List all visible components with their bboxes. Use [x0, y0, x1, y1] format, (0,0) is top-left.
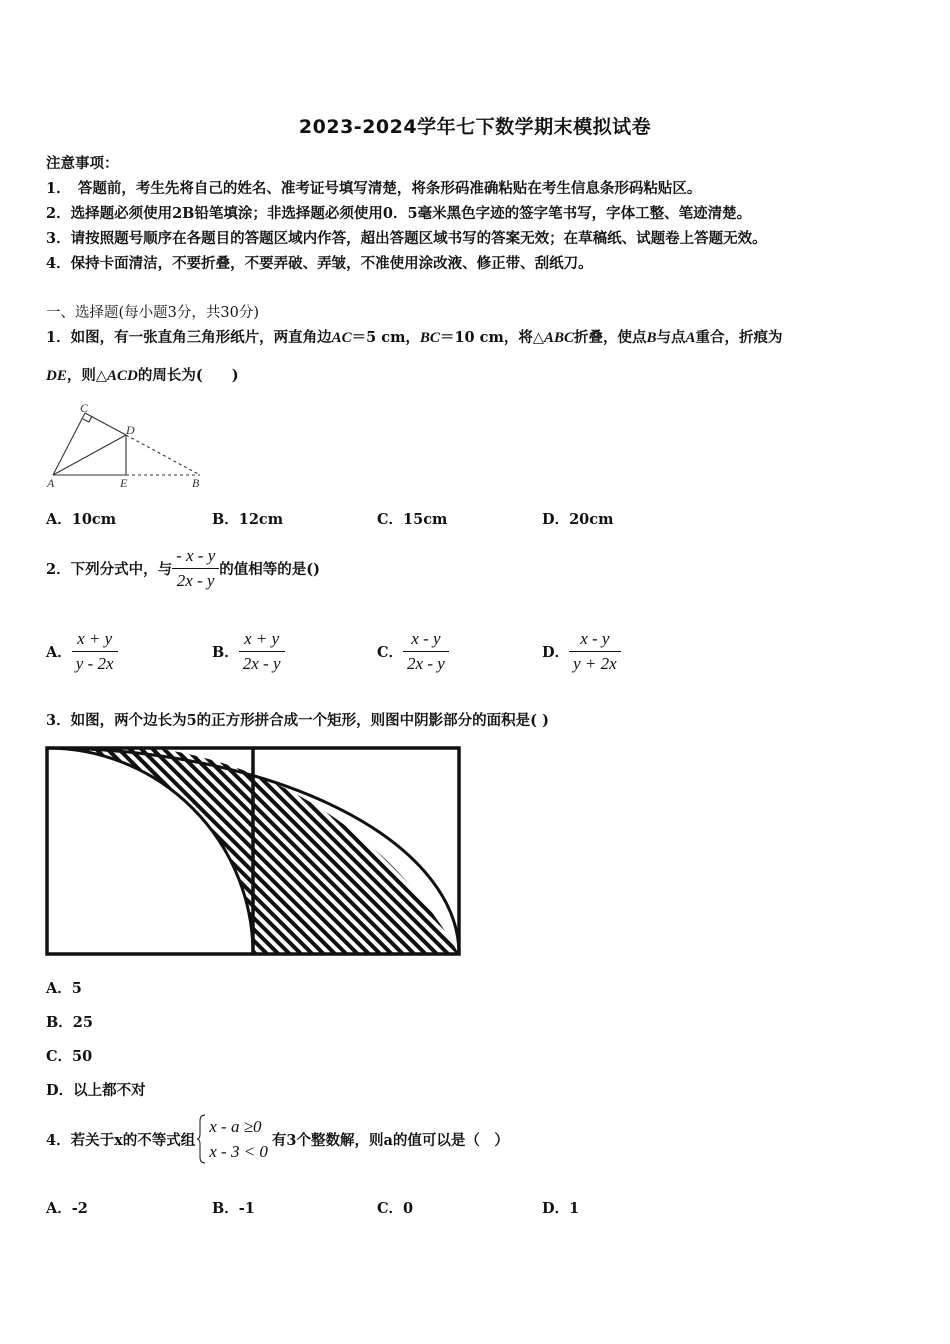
note-item: 4．保持卡面清洁，不要折叠，不要弄破、弄皱，不准使用涂改液、修正带、刮纸刀。 — [46, 255, 593, 272]
note-item: 3．请按照题号顺序在各题目的答题区域内作答，超出答题区域书写的答案无效；在草稿纸、试题卷上答题无效。 — [46, 230, 767, 247]
question-2-text: 2．下列分式中，与 $\frac{- x - y}{2x - y}$ 的值相等的是() — [46, 545, 320, 590]
q2-option-b[interactable]: B． $\frac{x + y}{2x - y}$ — [212, 626, 285, 676]
q2-option-d[interactable]: D． $\frac{x - y}{y + 2x}$ — [542, 626, 621, 676]
question-3-text: 3．如图，两个边长为5的正方形拼合成一个矩形，则图中阴影部分的面积是( ) — [46, 712, 549, 729]
notes-heading: 注意事项： — [46, 155, 119, 172]
q4-option-a[interactable]: A．-2 — [46, 1200, 88, 1217]
label-b: B — [192, 476, 200, 490]
q1-option-a[interactable]: A．10cm — [46, 511, 117, 528]
squares-figure — [44, 745, 464, 959]
q4-option-d[interactable]: D．1 — [542, 1200, 580, 1217]
label-c: C — [80, 401, 89, 415]
q3-option-a[interactable]: A．5 — [46, 980, 82, 997]
q2-fraction: $\frac{- x - y}{2x - y}$ — [172, 546, 219, 591]
question-4-text: 4．若关于x的不等式组 x - a ≥0 x - 3 < 0 有3个整数解，则a的值可以是（ ） — [46, 1112, 509, 1166]
q1-option-d[interactable]: D．20cm — [542, 511, 614, 528]
page-title: 2023-2024学年七下数学期末模拟试卷 — [298, 116, 652, 138]
q2-option-a[interactable]: A． $\frac{x + y}{y - 2x}$ — [46, 626, 118, 676]
triangle-figure — [40, 398, 215, 493]
label-e: E — [120, 476, 128, 490]
label-d: D — [126, 423, 135, 437]
q3-option-b[interactable]: B．25 — [46, 1014, 93, 1031]
q3-option-c[interactable]: C．50 — [46, 1048, 93, 1065]
question-1-text: 1．如图，有一张直角三角形纸片，两直角边AC＝5 cm，BC＝10 cm，将△ABC折叠，使点B与点A重合，折痕为 — [46, 329, 783, 346]
note-item: 2．选择题必须使用2B铅笔填涂；非选择题必须使用0．5毫米黑色字迹的签字笔书写，字体工整、笔迹清楚。 — [46, 205, 752, 222]
q1-option-c[interactable]: C．15cm — [377, 511, 448, 528]
brace-icon — [197, 1113, 207, 1165]
q3-option-d[interactable]: D．以上都不对 — [46, 1082, 146, 1099]
label-a: A — [47, 476, 55, 490]
q4-option-c[interactable]: C．0 — [377, 1200, 414, 1217]
q2-option-c[interactable]: C． $\frac{x - y}{2x - y}$ — [377, 626, 449, 676]
q4-option-b[interactable]: B．-1 — [212, 1200, 255, 1217]
question-1-text-cont: DE，则△ACD的周长为( ) — [46, 367, 239, 384]
note-item: 1． 答题前，考生先将自己的姓名、准考证号填写清楚，将条形码准确粘贴在考生信息条形码粘贴区。 — [46, 180, 702, 197]
section-heading: 一、选择题(每小题3分，共30分) — [46, 305, 259, 321]
q1-option-b[interactable]: B．12cm — [212, 511, 284, 528]
